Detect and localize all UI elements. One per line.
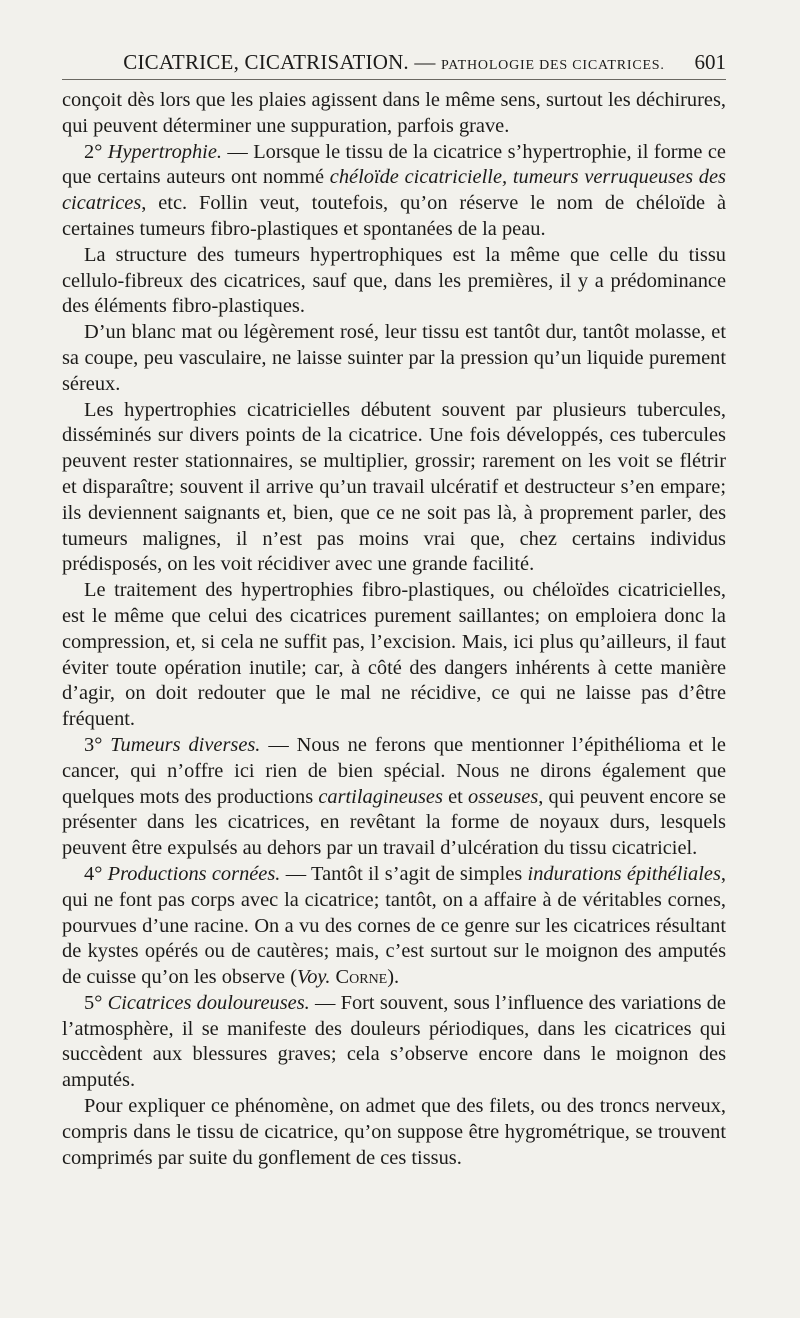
- cross-reference: Corne: [330, 966, 388, 989]
- paragraph-tumeurs-diverses: [62, 733, 726, 862]
- section-title: Productions cornées.: [107, 862, 281, 885]
- text-run: — Fort souvent, sous l’influence des variations de l’atmosphère, il se manifeste des douleurs périodiques, dans les cicatrices qui succèdent aux blessures graves; cela s’observe encore dans le moignon des amputés.: [62, 991, 726, 1092]
- section-number: 2°: [84, 140, 108, 163]
- running-title-section: PATHOLOGIE DES CICATRICES.: [441, 58, 665, 73]
- running-title-main: CICATRICE, CICATRISATION.: [123, 50, 409, 74]
- text-run: — Lorsque le tissu de la cicatrice s’hypertrophie, il forme ce que certains auteurs ont nommé: [62, 140, 726, 189]
- paragraph-hypertrophie: [62, 140, 726, 243]
- italic-term: Voy.: [297, 966, 331, 989]
- italic-term: indurations épithéliales: [527, 862, 721, 885]
- running-title-dash: —: [408, 50, 441, 74]
- text-run: — Nous ne ferons que mentionner l’épithélioma et le cancer, qui n’offre ici rien de bien spécial. Nous ne dirons également que quelques mots des productions: [62, 733, 726, 808]
- page-number: 601: [694, 50, 726, 74]
- text-run: , qui peuvent encore se présenter dans les cicatrices, en revêtant la forme de noyaux durs, lesquels peuvent être expulsés au dehors par un travail d’ulcération du tissu cicatriciel.: [62, 785, 726, 860]
- page-body: [62, 88, 726, 1171]
- running-title: [123, 50, 664, 75]
- section-title: Tumeurs diverses.: [110, 733, 261, 756]
- text-run: , qui ne font pas corps avec la cicatrice; tantôt, on a affaire à de véritables cornes, pourvues d’une racine. On a vu des cornes de ce genre sur les cicatrices résultant de kystes opérés ou de cautères; mais, c’est surtout sur le moignon des amputés de cuisse qu’on les observe (: [62, 862, 726, 989]
- paragraph-productions-cornees: [62, 862, 726, 991]
- text-run: — Tantôt il s’agit de simples: [280, 862, 528, 885]
- paragraph-explication: Pour expliquer ce phénomène, on admet que des filets, ou des troncs nerveux, compris dans le tissu de cicatrice, qu’on suppose être hygrométrique, se trouvent comprimés par suite du gonflement de ces tissus.: [62, 1095, 726, 1169]
- section-number: 4°: [84, 862, 108, 885]
- section-title: Cicatrices douloureuses.: [107, 991, 310, 1014]
- section-number: 3°: [84, 733, 111, 756]
- section-title: Hypertrophie.: [107, 140, 222, 163]
- italic-term: cartilagineuses: [318, 785, 443, 808]
- paragraph-continuation: conçoit dès lors que les plaies agissent dans le même sens, surtout les déchirures, qui peuvent déterminer une suppuration, parfois grave.: [62, 89, 726, 137]
- italic-term: osseuses: [468, 785, 539, 808]
- italic-term: chéloïde cicatricielle, tumeurs verruqueuses des cicatrices: [62, 166, 726, 215]
- paragraph-aspect: D’un blanc mat ou légèrement rosé, leur tissu est tantôt dur, tantôt molasse, et sa coupe, peu vasculaire, ne laisse suinter par la pression qu’un liquide purement séreux.: [62, 321, 726, 395]
- paragraph-traitement: Le traitement des hypertrophies fibro-plastiques, ou chéloïdes cicatricielles, est le même que celui des cicatrices purement saillantes; on emploiera donc la compression, et, si cela ne suffit pas, l’excision. Mais, ici plus qu’ailleurs, il faut éviter toute opération inutile; car, à côté des dangers inhérents à cette manière d’agir, on doit redouter que le mal ne récidive, ce qui ne laisse pas d’être fréquent.: [62, 579, 726, 731]
- text-run: ).: [387, 966, 400, 989]
- text-run: , etc. Follin veut, toutefois, qu’on réserve le nom de chéloïde à certaines tumeurs fibro-plastiques et spontanées de la peau.: [62, 192, 726, 240]
- paragraph-structure: La structure des tumeurs hypertrophiques est la même que celle du tissu cellulo-fibreux des cicatrices, sauf que, dans les premières, il y a prédominance des éléments fibro-plastiques.: [62, 243, 726, 318]
- section-number: 5°: [84, 991, 108, 1014]
- paragraph-cicatrices-douloureuses: [62, 991, 726, 1094]
- running-header: [62, 44, 726, 80]
- text-run: et: [442, 785, 469, 808]
- paragraph-evolution: Les hypertrophies cicatricielles débutent souvent par plusieurs tubercules, disséminés sur divers points de la cicatrice. Une fois développés, ces tubercules peuvent rester stationnaires, se multiplier, grossir; rarement on les voit se flétrir et disparaître; souvent il arrive qu’un travail ulcératif et destructeur s’en empare; ils deviennent saignants et, bien, que ce ne soit pas là, à proprement parler, des tumeurs malignes, il n’est pas moins vrai que, chez certains individus prédisposés, on les voit récidiver avec une grande facilité.: [62, 398, 726, 576]
